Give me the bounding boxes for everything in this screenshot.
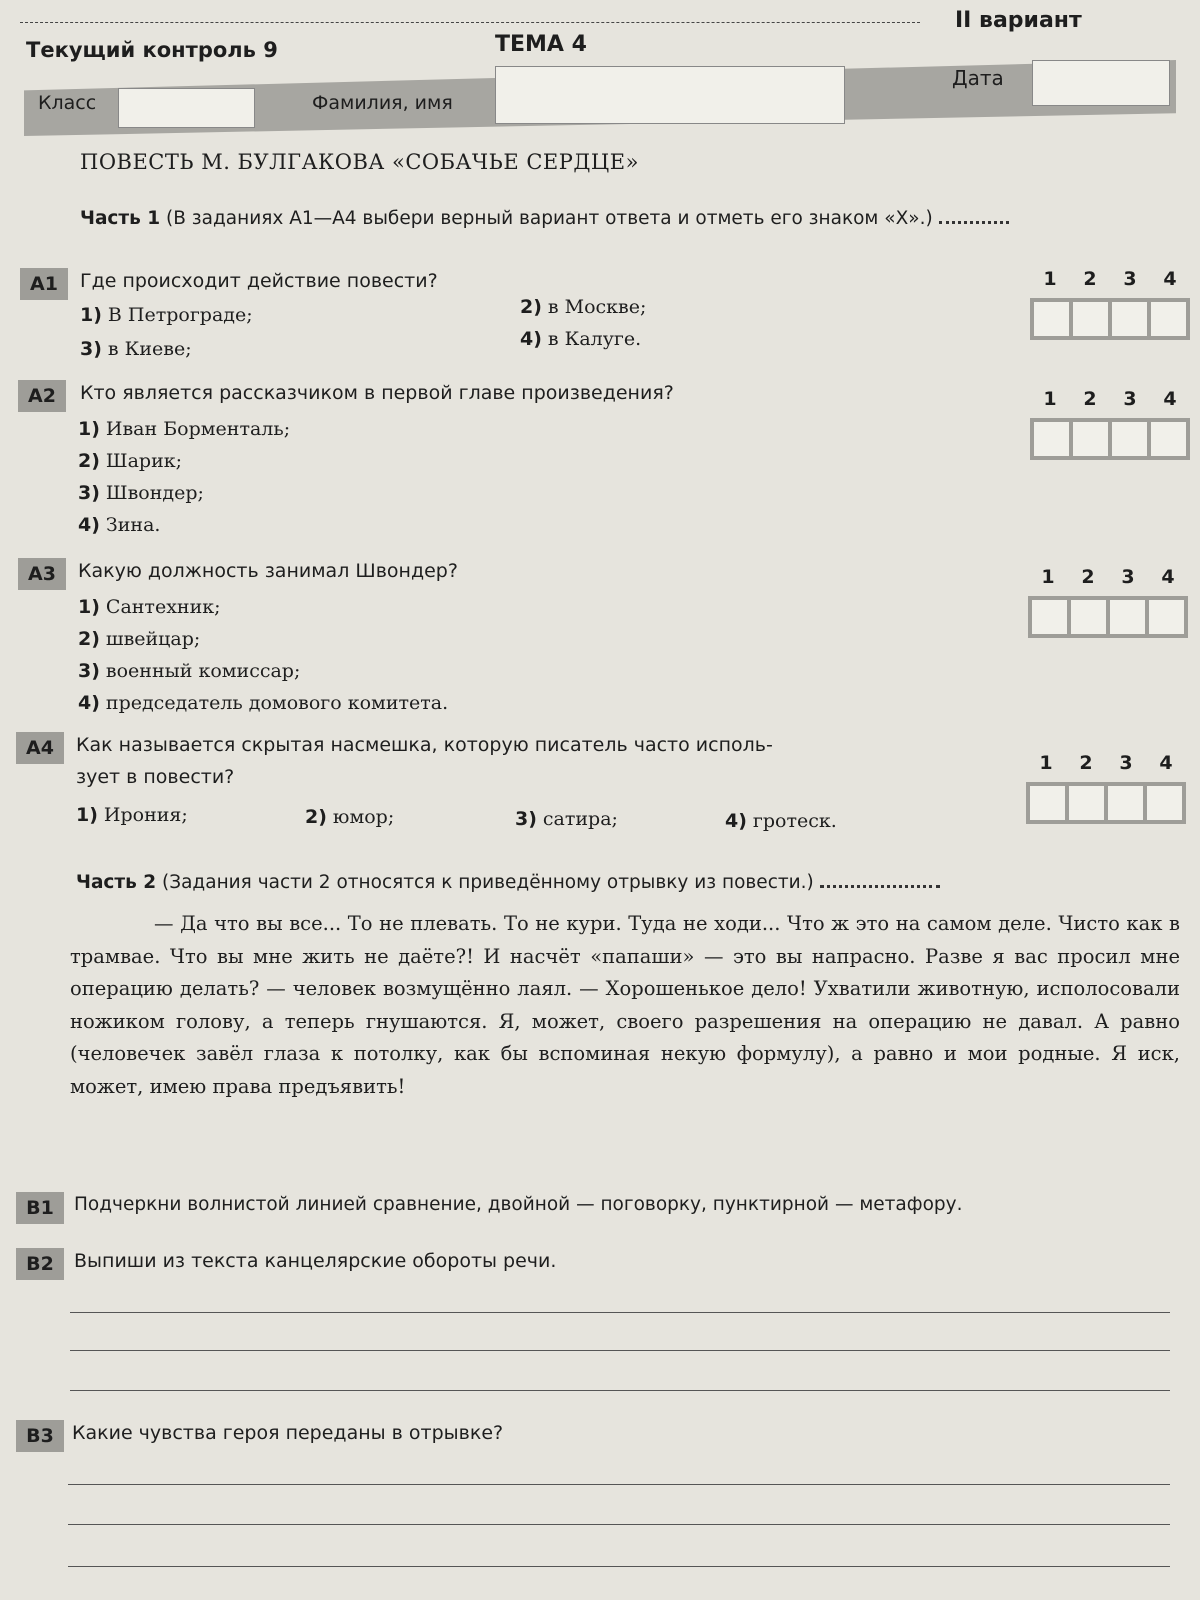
question-text-a4-line1: Как называется скрытая насмешка, которую писатель часто исполь-: [76, 734, 773, 756]
question-label-a3: А3: [18, 558, 66, 590]
task-label-b2: В2: [16, 1248, 64, 1280]
question-label-a4: А4: [16, 732, 64, 764]
option-a1-4[interactable]: 4) в Калуге.: [520, 328, 642, 350]
part2-instruction: [76, 872, 940, 893]
question-label-a2: А2: [18, 380, 66, 412]
topic-label: ТЕМА 4: [495, 32, 587, 57]
answer-line-b3-3[interactable]: [68, 1566, 1170, 1567]
option-a3-4[interactable]: 4) председатель домового комитета.: [78, 692, 449, 714]
option-a3-1[interactable]: 1) Сантехник;: [78, 596, 221, 618]
task-text-b1: Подчеркни волнистой линией сравнение, двойной — поговорку, пунктирной — метафору.: [74, 1194, 963, 1215]
question-text-a1: Где происходит действие повести?: [80, 270, 438, 292]
answer-box-a3-4[interactable]: [1149, 600, 1184, 634]
option-a2-4[interactable]: 4) Зина.: [78, 514, 161, 536]
answer-number: 2: [1081, 566, 1095, 588]
part1-text: (В заданиях А1—А4 выбери верный вариант ответа и отметь его знаком «X».): [160, 208, 933, 229]
answer-line-b2-3[interactable]: [70, 1390, 1170, 1391]
answer-box-a4-2[interactable]: [1069, 786, 1104, 820]
answer-box-a2-2[interactable]: [1073, 422, 1108, 456]
name-label: Фамилия, имя: [312, 92, 453, 114]
answer-box-a2-4[interactable]: [1151, 422, 1186, 456]
date-field[interactable]: [1032, 60, 1170, 106]
answer-box-a3-1[interactable]: [1032, 600, 1067, 634]
answer-number: 2: [1083, 268, 1097, 290]
answer-grid-a4: [1026, 752, 1186, 824]
answer-number: 1: [1039, 752, 1053, 774]
option-a4-4[interactable]: 4) гротеск.: [725, 810, 837, 832]
answer-number: 4: [1163, 268, 1177, 290]
answer-box-a3-2[interactable]: [1071, 600, 1106, 634]
answer-box-a1-4[interactable]: [1151, 302, 1186, 336]
option-a1-2[interactable]: 2) в Москве;: [520, 296, 647, 318]
dotted-leader: [820, 885, 940, 888]
part2-text: (Задания части 2 относятся к приведённому отрывку из повести.): [156, 872, 814, 893]
option-a3-2[interactable]: 2) швейцар;: [78, 628, 201, 650]
dotted-leader: [939, 221, 1009, 224]
answer-box-a1-1[interactable]: [1034, 302, 1069, 336]
part1-instruction: [80, 208, 1009, 229]
task-label-b3: В3: [16, 1420, 64, 1452]
task-label-b1: В1: [16, 1192, 64, 1224]
question-text-a3: Какую должность занимал Швондер?: [78, 560, 458, 582]
answer-box-a2-1[interactable]: [1034, 422, 1069, 456]
question-label-a1: А1: [20, 268, 68, 300]
story-excerpt: [70, 908, 1180, 1103]
answer-box-a1-3[interactable]: [1112, 302, 1147, 336]
option-a1-3[interactable]: 3) в Киеве;: [80, 338, 192, 360]
excerpt-text: — Да что вы все... То не плевать. То не кури. Туда не ходи... Что ж это на самом деле. Чисто как в трамвае. Что вы мне жить не даёте?! И насчёт «папаши» — это вы напрасно. Разве я вас просил мне операцию делать? — человек возмущённо лаял. — Хорошенькое дело! Ухватили животную, исполосовали ножиком голову, а теперь гнушаются. Я, может, своего разрешения на операцию не давал. А равно (человечек завёл глаза к потолку, как бы вспоминая некую формулу), а равно и мои родные. Я иск, может, имею права предъявить!: [70, 912, 1180, 1098]
answer-box-a4-4[interactable]: [1147, 786, 1182, 820]
answer-line-b3-1[interactable]: [68, 1484, 1170, 1485]
question-text-a4-line2: зует в повести?: [76, 766, 235, 788]
answer-number: 3: [1123, 388, 1137, 410]
answer-number: 3: [1121, 566, 1135, 588]
answer-number: 1: [1043, 388, 1057, 410]
option-a4-1[interactable]: 1) Ирония;: [76, 804, 188, 826]
answer-number: 4: [1163, 388, 1177, 410]
date-label: Дата: [952, 66, 1004, 90]
answer-line-b2-2[interactable]: [70, 1350, 1170, 1351]
answer-number: 3: [1119, 752, 1133, 774]
top-dashed-rule: [20, 22, 920, 23]
class-field[interactable]: [118, 88, 255, 128]
task-text-b2: Выпиши из текста канцелярские обороты речи.: [74, 1250, 557, 1272]
part1-label: Часть 1: [80, 208, 161, 229]
answer-box-a3-3[interactable]: [1110, 600, 1145, 634]
answer-number: 3: [1123, 268, 1137, 290]
question-text-a2: Кто является рассказчиком в первой главе произведения?: [80, 382, 674, 404]
answer-number: 1: [1041, 566, 1055, 588]
answer-number: 4: [1161, 566, 1175, 588]
part2-label: Часть 2: [76, 872, 157, 893]
answer-box-a2-3[interactable]: [1112, 422, 1147, 456]
answer-number: 4: [1159, 752, 1173, 774]
option-a4-2[interactable]: 2) юмор;: [305, 806, 395, 828]
answer-grid-a3: [1028, 566, 1188, 638]
option-a2-2[interactable]: 2) Шарик;: [78, 450, 183, 472]
answer-grid-a1: [1030, 268, 1190, 340]
answer-box-a1-2[interactable]: [1073, 302, 1108, 336]
control-title: Текущий контроль 9: [26, 38, 278, 62]
answer-number: 2: [1079, 752, 1093, 774]
answer-number: 2: [1083, 388, 1097, 410]
option-a4-3[interactable]: 3) сатира;: [515, 808, 618, 830]
name-field[interactable]: [495, 66, 845, 124]
option-a3-3[interactable]: 3) военный комиссар;: [78, 660, 301, 682]
option-a2-3[interactable]: 3) Швондер;: [78, 482, 204, 504]
answer-number: 1: [1043, 268, 1057, 290]
page-title: ПОВЕСТЬ М. БУЛГАКОВА «СОБАЧЬЕ СЕРДЦЕ»: [80, 150, 639, 174]
option-a1-1[interactable]: 1) В Петрограде;: [80, 304, 253, 326]
class-label: Класс: [38, 92, 97, 114]
answer-line-b2-1[interactable]: [70, 1312, 1170, 1313]
task-text-b3: Какие чувства героя переданы в отрывке?: [72, 1422, 504, 1444]
answer-line-b3-2[interactable]: [68, 1524, 1170, 1525]
variant-label: II вариант: [955, 8, 1082, 33]
answer-box-a4-3[interactable]: [1108, 786, 1143, 820]
answer-grid-a2: [1030, 388, 1190, 460]
option-a2-1[interactable]: 1) Иван Борменталь;: [78, 418, 291, 440]
answer-box-a4-1[interactable]: [1030, 786, 1065, 820]
